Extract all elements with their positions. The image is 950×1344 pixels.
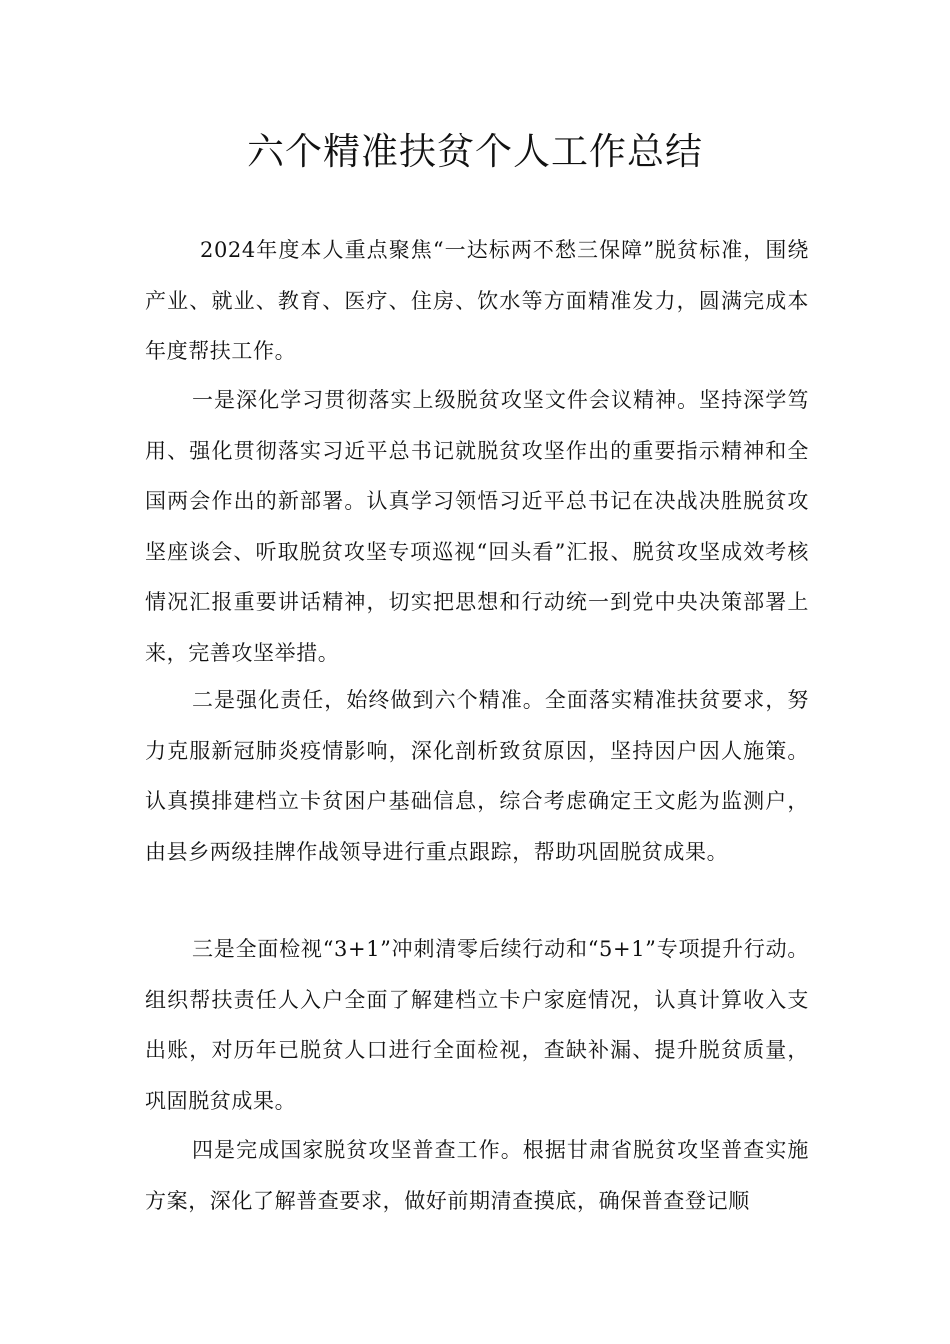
paragraph-responsibility: 二是强化责任，始终做到六个精准。全面落实精准扶贫要求，努力克服新冠肺炎疫情影响，深化剖析致贫原因，坚持因户因人施策。认真摸排建档立卡贫困户基础信息，综合考虑确定王文彪为监测户，由县乡两级挂牌作战领导进行重点跟踪，帮助巩固脱贫成果。	[145, 688, 809, 864]
paragraph-inspection: 三是全面检视“3+1”冲刺清零后续行动和“5+1”专项提升行动。组织帮扶责任人入户全面了解建档立卡户家庭情况，认真计算收入支出账，对历年已脱贫人口进行全面检视，查缺补漏、提升脱贫质量，巩固脱贫成果。	[145, 937, 809, 1113]
paragraph-study: 一是深化学习贯彻落实上级脱贫攻坚文件会议精神。坚持深学笃用、强化贯彻落实习近平总书记就脱贫攻坚作出的重要指示精神和全国两会作出的新部署。认真学习领悟习近平总书记在决战决胜脱贫攻坚座谈会、听取脱贫攻坚专项巡视“回头看”汇报、脱贫攻坚成效考核情况汇报重要讲话精神，切实把思想和行动统一到党中央决策部署上来，完善攻坚举措。	[145, 388, 809, 665]
document-title: 六个精准扶贫个人工作总结	[247, 130, 703, 173]
paragraph-census: 四是完成国家脱贫攻坚普查工作。根据甘肃省脱贫攻坚普查实施方案，深化了解普查要求，做好前期清查摸底，确保普查登记顺	[145, 1138, 809, 1213]
paragraph-intro: 2024年度本人重点聚焦“一达标两不愁三保障”脱贫标准，围绕产业、就业、教育、医疗、住房、饮水等方面精准发力，圆满完成本年度帮扶工作。	[145, 238, 809, 363]
